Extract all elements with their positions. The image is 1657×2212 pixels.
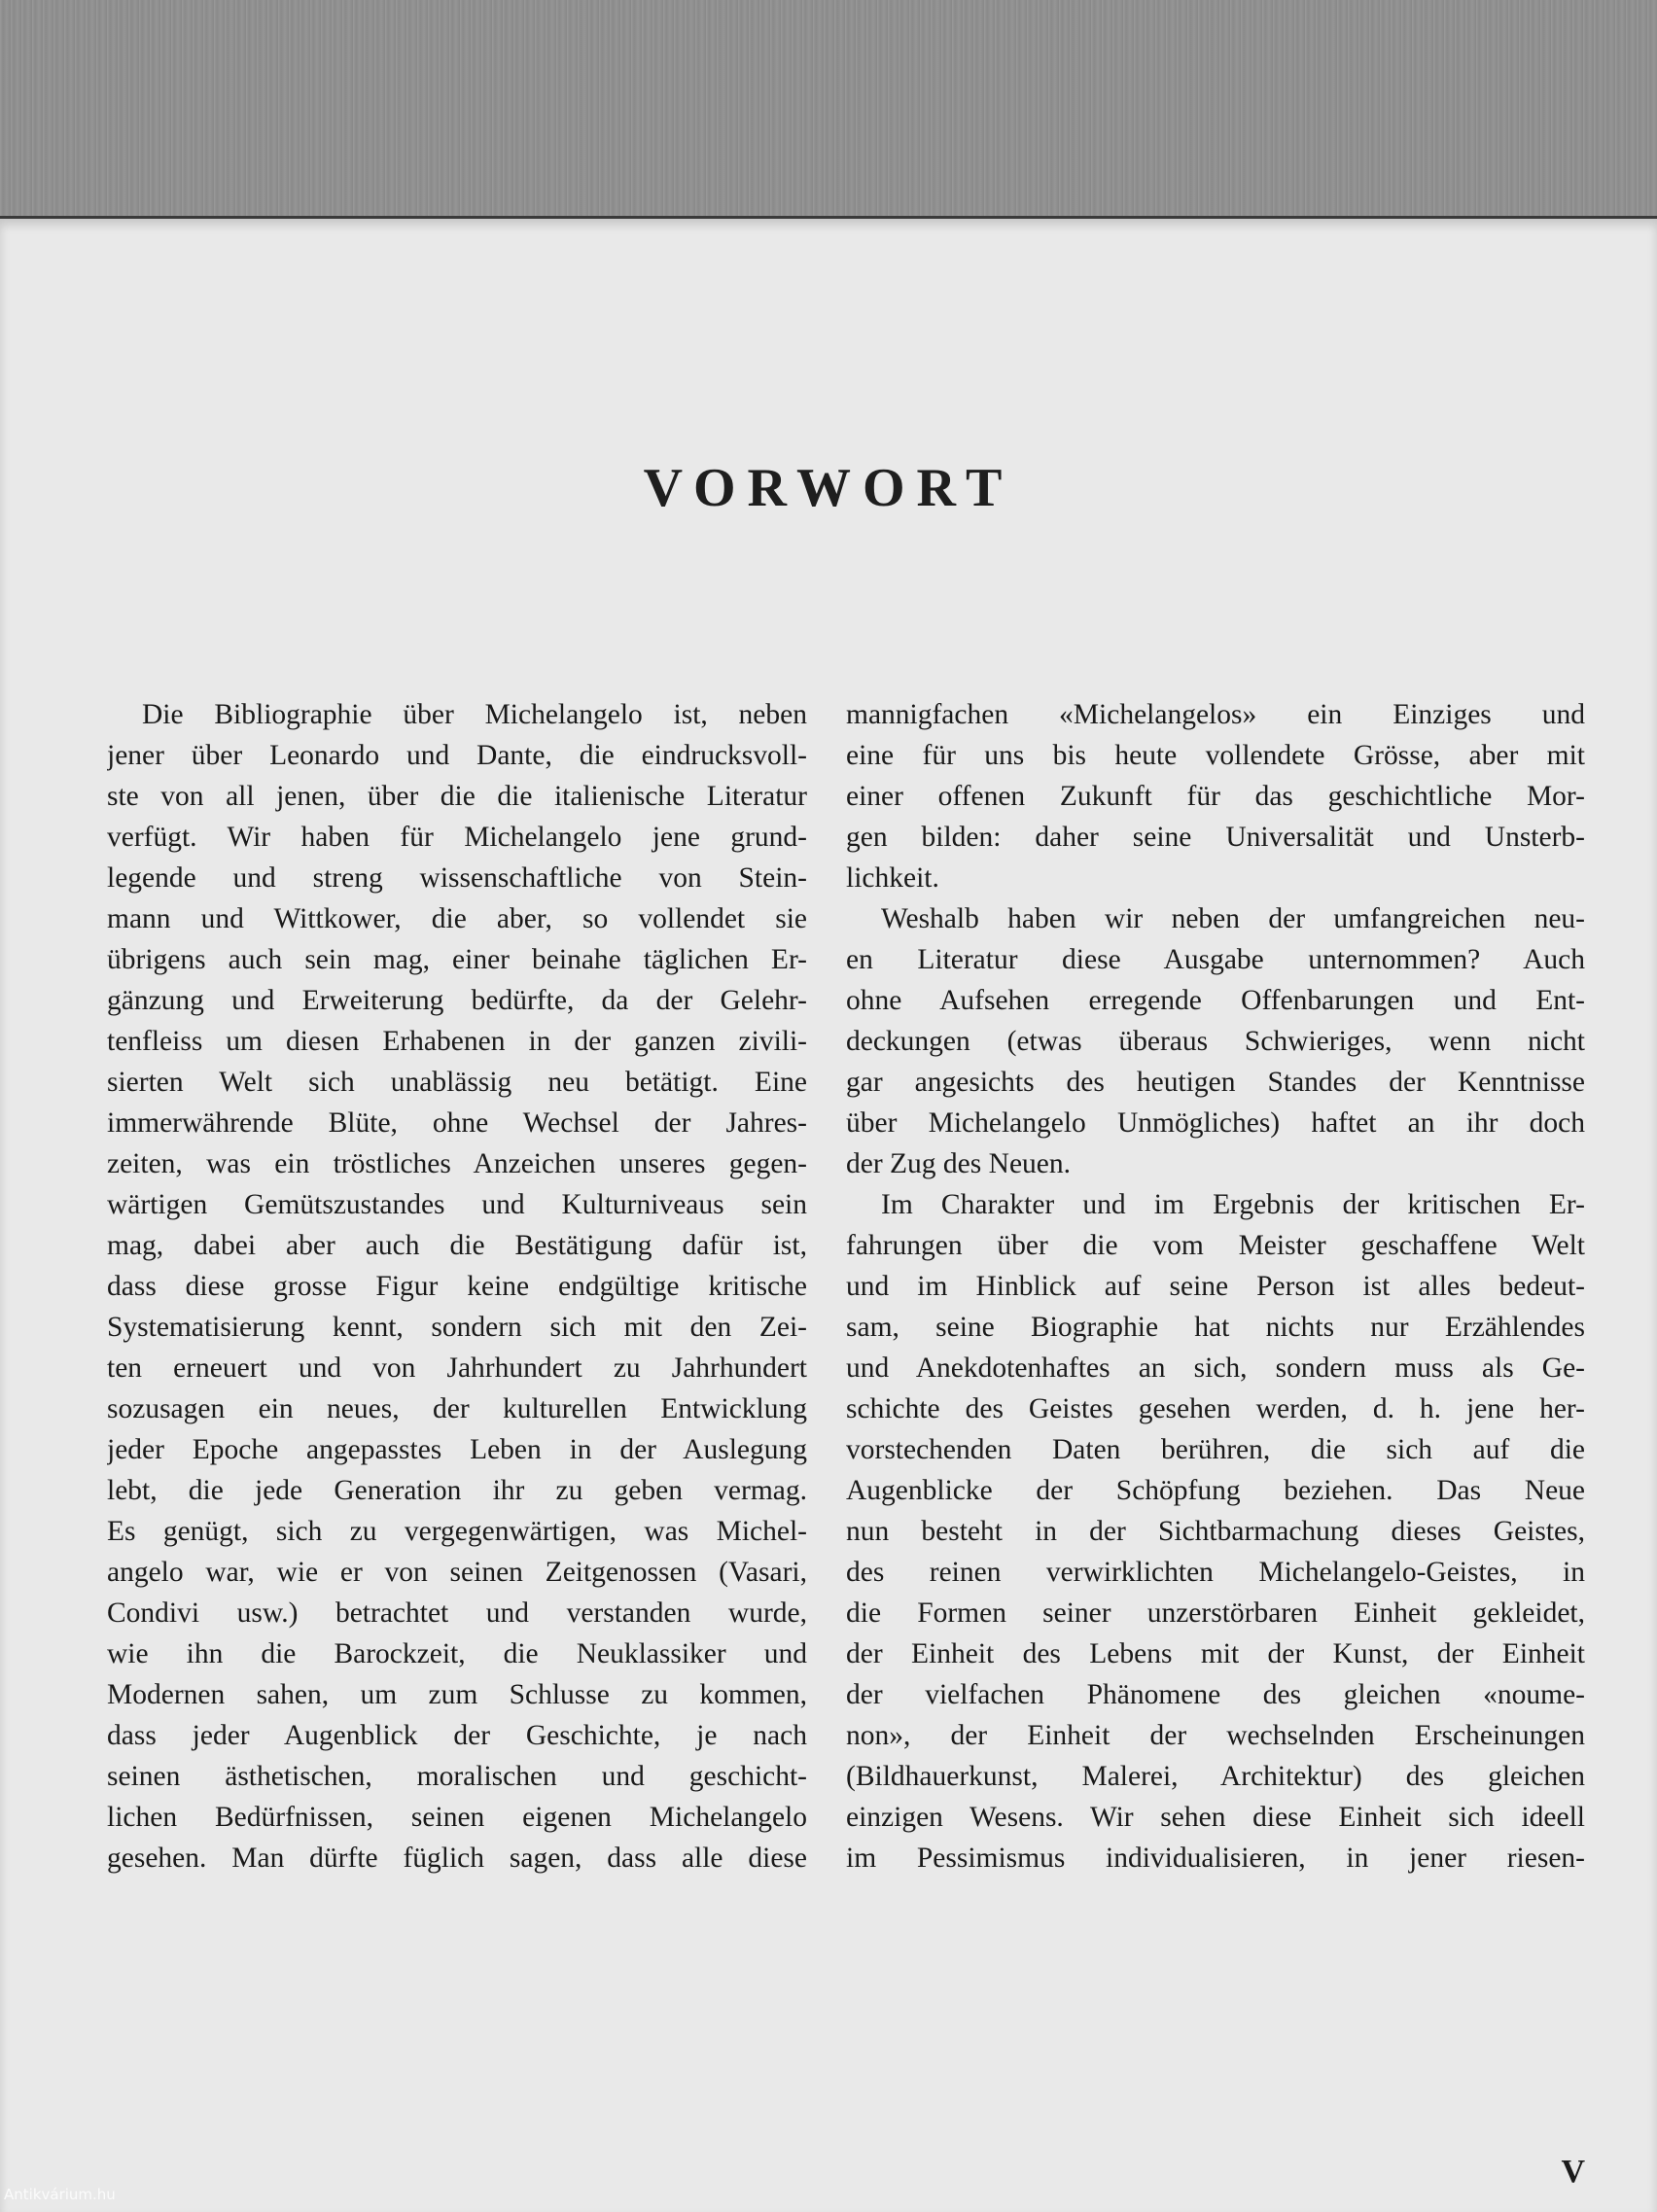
text-line: mann und Wittkower, die aber, so vollendet sie (107, 903, 807, 934)
text-line: sozusagen ein neues, der kulturellen Entwicklung (107, 1393, 807, 1424)
left-column (107, 694, 807, 1878)
text-line: gen bilden: daher seine Universalität und Unsterb- (846, 822, 1585, 853)
text-line: ten erneuert und von Jahrhundert zu Jahrhundert (107, 1352, 807, 1384)
text-line: Im Charakter und im Ergebnis der kritischen Er- (881, 1189, 1585, 1220)
text-line: lichen Bedürfnissen, seinen eigenen Michelangelo (107, 1802, 807, 1833)
text-line: übrigens auch sein mag, einer beinahe täglichen Er- (107, 944, 807, 975)
text-line: jener über Leonardo und Dante, die eindrucksvoll- (107, 740, 807, 771)
text-line: (Bildhauerkunst, Malerei, Architektur) des gleichen (846, 1761, 1585, 1792)
text-line: vorstechenden Daten berühren, die sich auf die (846, 1434, 1585, 1465)
text-line: non», der Einheit der wechselnden Erscheinungen (846, 1720, 1585, 1751)
watermark: Antikvárium.hu (4, 2186, 116, 2203)
text-line: sam, seine Biographie hat nichts nur Erzählendes (846, 1312, 1585, 1343)
right-column (846, 694, 1585, 1878)
text-line: Weshalb haben wir neben der umfangreichen neu- (881, 903, 1585, 934)
background-surface (0, 0, 1657, 229)
page-title: VORWORT (643, 458, 1014, 518)
text-line: über Michelangelo Unmögliches) haftet an ihr doch (846, 1107, 1585, 1139)
text-line: legende und streng wissenschaftliche von Stein- (107, 862, 807, 894)
text-line: gänzung und Erweiterung bedürfte, da der Gelehr- (107, 985, 807, 1016)
text-line: lebt, die jede Generation ihr zu geben vermag. (107, 1475, 807, 1506)
text-line: deckungen (etwas überaus Schwieriges, wenn nicht (846, 1026, 1585, 1057)
text-line: eine für uns bis heute vollendete Grösse, aber mit (846, 740, 1585, 771)
text-line: und Anekdotenhaftes an sich, sondern muss als Ge- (846, 1352, 1585, 1384)
text-line: ste von all jenen, über die die italienische Literatur (107, 781, 807, 812)
text-line: angelo war, wie er von seinen Zeitgenossen (Vasari, (107, 1557, 807, 1588)
text-line: mannigfachen «Michelangelos» ein Einziges und (846, 699, 1585, 730)
text-line: Condivi usw.) betrachtet und verstanden wurde, (107, 1598, 807, 1629)
text-line: wärtigen Gemütszustandes und Kulturniveaus sein (107, 1189, 807, 1220)
text-line: gesehen. Man dürfte füglich sagen, dass alle diese (107, 1843, 807, 1874)
text-line: der vielfachen Phänomene des gleichen «noume- (846, 1679, 1585, 1710)
text-line: gar angesichts des heutigen Standes der Kenntnisse (846, 1067, 1585, 1098)
text-line: der Zug des Neuen. (846, 1148, 1072, 1179)
text-line: lichkeit. (846, 862, 939, 894)
text-line: mag, dabei aber auch die Bestätigung dafür ist, (107, 1230, 807, 1261)
text-line: seinen ästhetischen, moralischen und geschicht- (107, 1761, 807, 1792)
text-line: verfügt. Wir haben für Michelangelo jene grund- (107, 822, 807, 853)
text-line: immerwährende Blüte, ohne Wechsel der Jahres- (107, 1107, 807, 1139)
text-line: en Literatur diese Ausgabe unternommen? Auch (846, 944, 1585, 975)
text-line: dass jeder Augenblick der Geschichte, je nach (107, 1720, 807, 1751)
text-line: einzigen Wesens. Wir sehen diese Einheit sich ideell (846, 1802, 1585, 1833)
text-line: die Formen seiner unzerstörbaren Einheit gekleidet, (846, 1598, 1585, 1629)
text-line: fahrungen über die vom Meister geschaffene Welt (846, 1230, 1585, 1261)
text-line: Die Bibliographie über Michelangelo ist, neben (142, 699, 807, 730)
text-line: der Einheit des Lebens mit der Kunst, der Einheit (846, 1638, 1585, 1669)
page-number: V (1561, 2154, 1585, 2190)
text-line: wie ihn die Barockzeit, die Neuklassiker und (107, 1638, 807, 1669)
text-line: des reinen verwirklichten Michelangelo-Geistes, in (846, 1557, 1585, 1588)
text-line: dass diese grosse Figur keine endgültige kritische (107, 1271, 807, 1302)
text-line: Modernen sahen, um zum Schlusse zu kommen, (107, 1679, 807, 1710)
text-line: einer offenen Zukunft für das geschichtliche Mor- (846, 781, 1585, 812)
text-line: zeiten, was ein tröstliches Anzeichen unseres gegen- (107, 1148, 807, 1179)
text-line: Augenblicke der Schöpfung beziehen. Das Neue (846, 1475, 1585, 1506)
text-line: schichte des Geistes gesehen werden, d. h. jene her- (846, 1393, 1585, 1424)
text-line: sierten Welt sich unablässig neu betätigt. Eine (107, 1067, 807, 1098)
text-line: nun besteht in der Sichtbarmachung dieses Geistes, (846, 1516, 1585, 1547)
text-line: ohne Aufsehen erregende Offenbarungen und Ent- (846, 985, 1585, 1016)
text-line: im Pessimismus individualisieren, in jener riesen- (846, 1843, 1585, 1874)
text-line: Es genügt, sich zu vergegenwärtigen, was Michel- (107, 1516, 807, 1547)
text-line: und im Hinblick auf seine Person ist alles bedeut- (846, 1271, 1585, 1302)
text-line: jeder Epoche angepasstes Leben in der Auslegung (107, 1434, 807, 1465)
text-line: Systematisierung kennt, sondern sich mit den Zei- (107, 1312, 807, 1343)
text-line: tenfleiss um diesen Erhabenen in der ganzen zivili- (107, 1026, 807, 1057)
